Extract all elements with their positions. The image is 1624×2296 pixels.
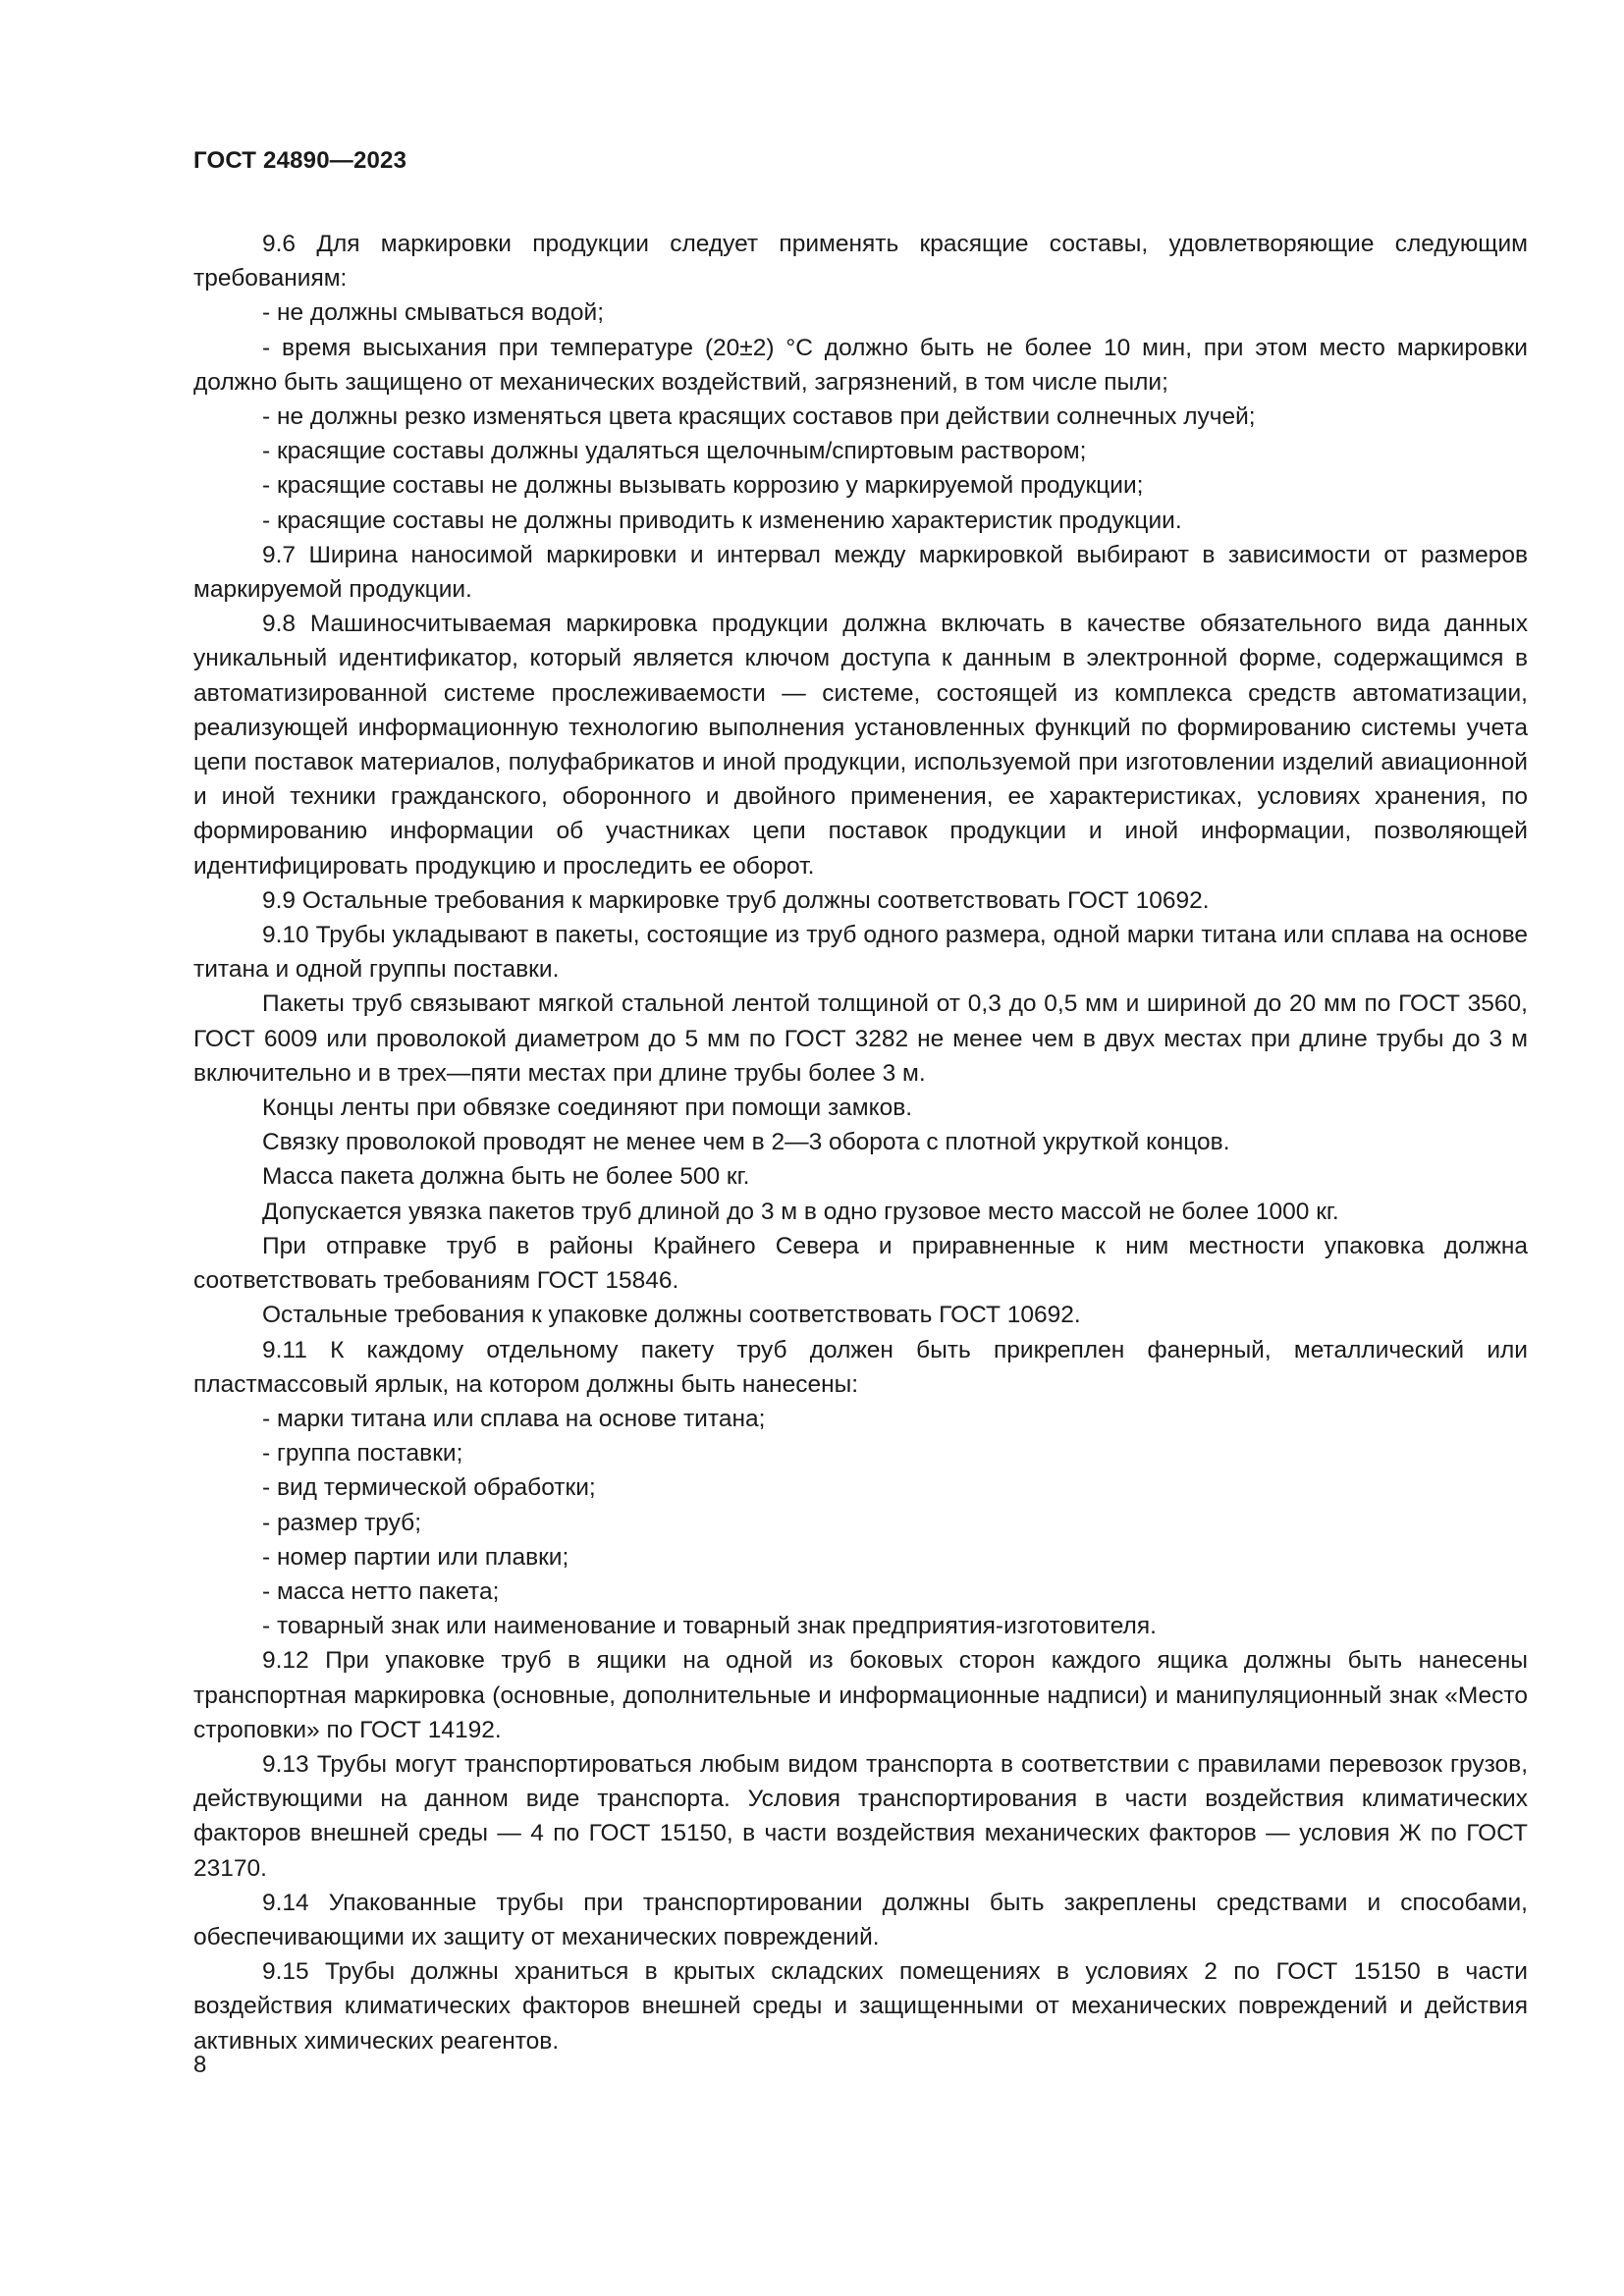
paragraph-9-12: 9.12 При упаковке труб в ящики на одной из боковых сторон каждого ящика должны быть нанесены транспортная маркировка (основные, дополнительные и информационные надписи) и манипуляционный знак «Место строповки» по ГОСТ 14192. (193, 1647, 1528, 1743)
paragraph-9-13: 9.13 Трубы могут транспортироваться любым видом транспорта в соответствии с правилами перевозок грузов, действующими на данном виде транспорта. Условия транспортирования в части воздействия климатических факторов внешней среды — 4 по ГОСТ 15150, в части воздействия механических факторов — условия Ж по ГОСТ 23170. (193, 1750, 1528, 1882)
list-item: - номер партии или плавки; (262, 1543, 569, 1571)
paragraph: Остальные требования к упаковке должны соответствовать ГОСТ 10692. (262, 1302, 1081, 1329)
document-body (193, 227, 1528, 2058)
list-item: - не должны смываться водой; (262, 299, 605, 327)
list-item: - масса нетто пакета; (262, 1577, 500, 1605)
paragraph-9-15: 9.15 Трубы должны храниться в крытых складских помещениях в условиях 2 по ГОСТ 15150 в части воздействия климатических факторов внешней среды и защищенными от механических повреждений и действия активных химических реагентов. (193, 1958, 1528, 2055)
paragraph: Масса пакета должна быть не более 500 кг. (262, 1163, 750, 1191)
list-item: - красящие составы не должны приводить к изменению характеристик продукции. (262, 507, 1182, 534)
list-item: - размер труб; (262, 1509, 422, 1536)
paragraph: Пакеты труб связывают мягкой стальной лентой толщиной от 0,3 до 0,5 мм и шириной до 20 мм по ГОСТ 3560, ГОСТ 6009 или проволокой диаметром до 5 мм по ГОСТ 3282 не менее чем в двух местах при длине трубы до 3 м включительно и в трех—пяти местах при длине трубы более 3 м. (193, 990, 1528, 1087)
list-item: - вид термической обработки; (262, 1474, 596, 1502)
list-item: - марки титана или сплава на основе титана; (262, 1405, 766, 1432)
page-number: 8 (193, 2052, 207, 2078)
paragraph: При отправке труб в районы Крайнего Севера и приравненные к ним местности упаковка должна соответствовать требованиям ГОСТ 15846. (193, 1232, 1528, 1295)
list-item: - товарный знак или наименование и товарный знак предприятия-изготовителя. (262, 1613, 1157, 1640)
paragraph: Связку проволокой проводят не менее чем в 2—3 оборота с плотной укруткой концов. (262, 1129, 1230, 1156)
paragraph-9-14: 9.14 Упакованные трубы при транспортировании должны быть закреплены средствами и способами, обеспечивающими их защиту от механических повреждений. (193, 1889, 1528, 1950)
paragraph: Концы ленты при обвязке соединяют при помощи замков. (262, 1095, 913, 1122)
paragraph-9-11: 9.11 К каждому отдельному пакету труб должен быть прикреплен фанерный, металлический или пластмассовый ярлык, на котором должны быть нанесены: (193, 1336, 1528, 1398)
document-header: ГОСТ 24890—2023 (193, 147, 407, 174)
paragraph-9-6: 9.6 Для маркировки продукции следует применять красящие составы, удовлетворяющие следующим требованиям: (193, 231, 1528, 293)
list-item: - группа поставки; (262, 1440, 463, 1468)
list-item: - время высыхания при температуре (20±2) °C должно быть не более 10 мин, при этом место маркировки должно быть защищено от механических воздействий, загрязнений, в том числе пыли; (193, 334, 1528, 396)
paragraph-9-8: 9.8 Машиносчитываемая маркировка продукции должна включать в качестве обязательного вида данных уникальный идентификатор, который является ключом доступа к данным в электронной форме, содержащимся в автоматизированной системе прослеживаемости — системе, состоящей из комплекса средств автоматизации, реализующей информационную технологию выполнения установленных функций по формированию системы учета цепи поставок материалов, полуфабрикатов и иной продукции, используемой при изготовлении изделий авиационной и иной техники гражданского, оборонного и двойного применения, ее характеристиках, условиях хранения, по формированию информации об участниках цепи поставок продукции и иной информации, позволяющей идентифицировать продукцию и проследить ее оборот. (193, 611, 1528, 880)
list-item: - не должны резко изменяться цвета красящих составов при действии солнечных лучей; (262, 403, 1256, 431)
list-item: - красящие составы должны удаляться щелочным/спиртовым раствором; (262, 438, 1087, 465)
paragraph-9-10: 9.10 Трубы укладывают в пакеты, состоящие из труб одного размера, одной марки титана или сплава на основе титана и одной группы поставки. (193, 922, 1528, 984)
list-item: - красящие составы не должны вызывать коррозию у маркируемой продукции; (262, 472, 1144, 500)
paragraph-9-7: 9.7 Ширина наносимой маркировки и интервал между маркировкой выбирают в зависимости от размеров маркируемой продукции. (193, 541, 1528, 604)
paragraph: Допускается увязка пакетов труб длиной до 3 м в одно грузовое место массой не более 1000 кг. (262, 1198, 1339, 1225)
paragraph-9-9: 9.9 Остальные требования к маркировке труб должны соответствовать ГОСТ 10692. (262, 886, 1210, 914)
